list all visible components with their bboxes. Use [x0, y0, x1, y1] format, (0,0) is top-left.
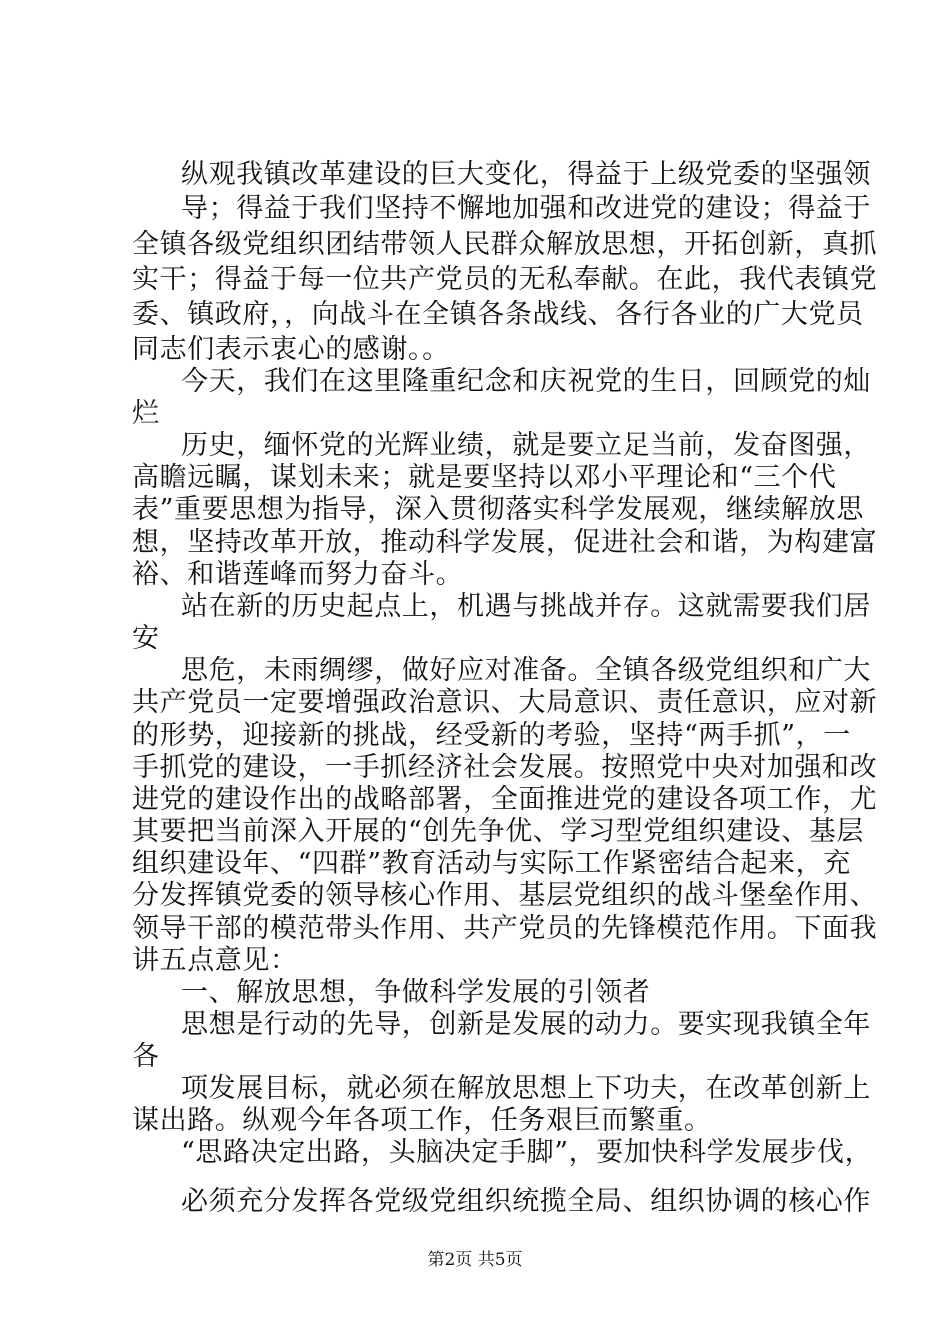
text-line: 思危，未雨绸缪，做好应对准备。全镇各级党组织和广大 — [181, 655, 871, 686]
text-line: 领导干部的模范带头作用、共产党员的先锋模范作用。下面我 — [132, 913, 878, 944]
text-line: 一、解放思想，争做科学发展的引领者 — [181, 977, 651, 1008]
text-line: 的形势，迎接新的挑战，经受新的考验，坚持“两手抓”，一 — [132, 720, 851, 751]
text-line: 高瞻远瞩，谋划未来；就是要坚持以邓小平理论和“三个代 — [132, 462, 837, 493]
text-line: 站在新的历史起点上，机遇与挑战并存。这就需要我们居 — [181, 591, 871, 622]
text-line: 委、镇政府，，向战斗在全镇各条战线、各行各业的广大党员 — [132, 299, 864, 330]
text-line: 讲五点意见： — [132, 945, 298, 976]
text-line: “思路决定出路，头脑决定手脚”，要加快科学发展步伐， — [181, 1137, 873, 1168]
text-line: 进党的建设作出的战略部署，全面推进党的建设各项工作，尤 — [132, 784, 878, 815]
text-line: 分发挥镇党委的领导核心作用、基层党组织的战斗堡垒作用、 — [132, 880, 878, 911]
text-line: 安 — [132, 623, 160, 654]
text-line: 纵观我镇改革建设的巨大变化，得益于上级党委的坚强领 — [181, 159, 871, 190]
text-line: 烂 — [132, 398, 160, 429]
text-line: 全镇各级党组织团结带领人民群众解放思想，开拓创新，真抓 — [132, 229, 878, 260]
text-line: 手抓党的建设，一手抓经济社会发展。按照党中央对加强和改 — [132, 752, 878, 783]
text-line: 同志们表示衷心的感谢。。 — [132, 334, 450, 365]
text-line: 导；得益于我们坚持不懈地加强和改进党的建设；得益于 — [181, 193, 871, 224]
text-line: 组织建设年、“四群”教育活动与实际工作紧密结合起来，充 — [132, 848, 851, 879]
text-line: 必须充分发挥各党级党组织统揽全局、组织协调的核心作 — [181, 1186, 871, 1217]
text-line: 实干；得益于每一位共产党员的无私奉献。在此，我代表镇党 — [132, 264, 878, 295]
text-line: 各 — [132, 1041, 160, 1072]
page-footer: 第2页 共5页 — [427, 1250, 523, 1270]
text-line: 思想是行动的先导，创新是发展的动力。要实现我镇全年 — [181, 1009, 871, 1040]
text-line: 裕、和谐莲峰而努力奋斗。 — [132, 559, 464, 590]
text-line: 项发展目标，就必须在解放思想上下功夫，在改革创新上 — [181, 1073, 871, 1104]
text-line: 想，坚持改革开放，推动科学发展，促进社会和谐，为构建富 — [132, 527, 878, 558]
text-line: 其要把当前深入开展的“创先争优、学习型党组织建设、基层 — [132, 816, 865, 847]
text-line: 今天，我们在这里隆重纪念和庆祝党的生日，回顾党的灿 — [181, 366, 871, 397]
text-line: 历史，缅怀党的光辉业绩，就是要立足当前，发奋图强， — [181, 430, 871, 461]
text-line: 共产党员一定要增强政治意识、大局意识、责任意识，应对新 — [132, 687, 878, 718]
text-line: 表”重要思想为指导，深入贯彻落实科学发展观，继续解放思 — [132, 494, 865, 525]
text-line: 谋出路。纵观今年各项工作，任务艰巨而繁重。 — [132, 1105, 712, 1136]
